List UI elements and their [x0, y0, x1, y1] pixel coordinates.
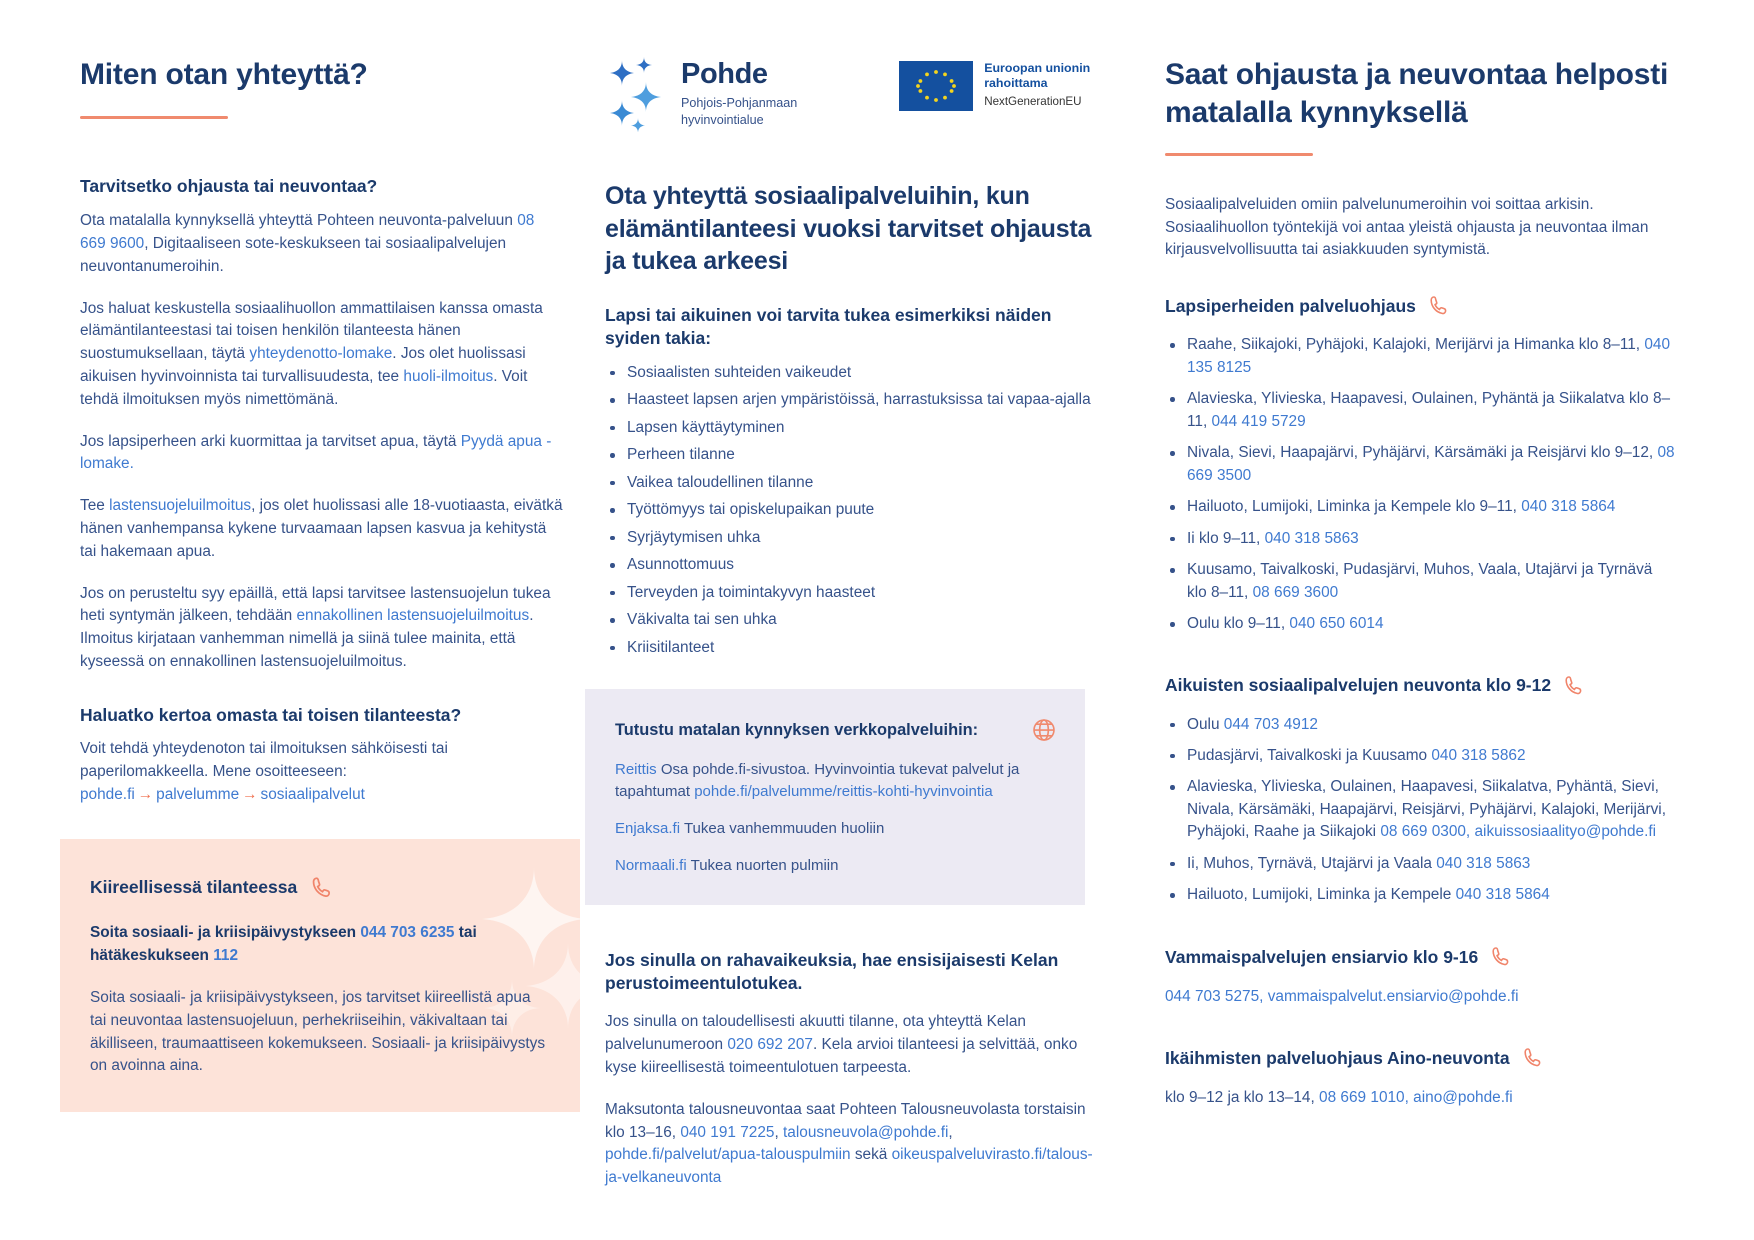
adults-heading-text: Aikuisten sosiaalipalvelujen neuvonta klo 9-12: [1165, 675, 1552, 696]
phone-number[interactable]: 040 318 5863: [1436, 854, 1531, 872]
p2-text-b: . Jos olet huolissasi aikuisen hyvinvoinnista tai turvallisuudesta, tee: [80, 345, 526, 385]
area-text: Oulu: [1187, 715, 1224, 733]
p1-text-b: , Digitaaliseen sote-keskukseen tai sosiaalipalvelujen neuvontanumeroihin.: [80, 234, 507, 275]
families-phone-list: [1165, 334, 1675, 635]
emergency-heading-row: [90, 875, 550, 901]
emergency-lead-a: Soita sosiaali- ja kriisipäivystykseen: [90, 923, 361, 941]
phone-number[interactable]: 040 650 6014: [1289, 615, 1384, 633]
eu-text-line3: NextGenerationEU: [984, 94, 1082, 108]
eu-logo-text: [984, 61, 1090, 109]
list-item: Vaikea taloudellinen tilanne: [605, 472, 1095, 494]
right-title-rule: [1165, 153, 1313, 156]
list-item: Lapsen käyttäytyminen: [605, 417, 1095, 439]
p4-text-a: Tee: [80, 497, 110, 515]
talousneuvola-email[interactable]: talousneuvola@pohde.fi: [783, 1123, 949, 1141]
right-column: [1135, 56, 1675, 1216]
p3-text-a: Jos lapsiperheen arki kuormittaa ja tarvitset apua, täytä: [80, 432, 461, 450]
kela-heading: Jos sinulla on rahavaikeuksia, hae ensisijaisesti Kelan perustoimeentulotukea.: [605, 950, 1059, 994]
ennakollinen-lastensuojeluilmoitus-link[interactable]: ennakollinen lastensuojeluilmoitus: [296, 607, 530, 625]
pohde-wordmark: Pohde: [681, 58, 768, 91]
normaali-desc: Tukea nuorten pulmiin: [686, 857, 839, 875]
area-text: Kuusamo, Taivalkoski, Pudasjärvi, Muhos, Vaala, Utajärvi ja Tyrnävä klo 8–11,: [1187, 561, 1653, 601]
list-item: [1165, 745, 1675, 767]
globe-icon: [1031, 717, 1057, 743]
list-item: Terveyden ja toimintakyvyn haasteet: [605, 582, 1095, 604]
pohde-sparkle-logo-icon: [605, 56, 667, 132]
list-item: [1165, 714, 1675, 736]
left-title-rule: [80, 116, 228, 119]
pyyda-apua-lomake-link[interactable]: Pyydä apua -lomake.: [80, 432, 552, 473]
left-page-title: Miten otan yhteyttä?: [80, 58, 368, 91]
reittis-desc: Osa pohde.fi-sivustoa. Hyvinvointia tukevat palvelut ja tapahtumat: [615, 761, 1020, 801]
velkaneuvonta-url[interactable]: oikeuspalveluvirasto.fi/talous-ja-velkaneuvonta: [605, 1146, 1093, 1187]
families-heading-text: Lapsiperheiden palveluohjaus: [1165, 295, 1416, 316]
elderly-hours: klo 9–12 ja klo 13–14,: [1165, 1089, 1320, 1106]
p4-text-b: , jos olet huolissasi alle 18-vuotiaasta, eivätkä hänen vanhempansa kykene turvaamaan lapsen kasvua ja kehitystä tai hakemaan apua.: [80, 497, 563, 560]
eu-stars: [899, 61, 973, 111]
list-item: [1165, 442, 1675, 487]
online-services-heading-text: Tutustu matalan kynnyksen verkkopalveluihin:: [615, 720, 979, 739]
emergency-lead: [90, 921, 550, 967]
online-service-enjaksa: [615, 818, 1057, 840]
p5-text-a: Jos on perusteltu syy epäillä, että lapsi tarvitsee lastensuojelun tukea heti syntymän jälkeen, tehdään: [80, 584, 551, 625]
area-text: Hailuoto, Lumijoki, Liminka ja Kempele: [1187, 886, 1456, 904]
kela-section: [605, 949, 1095, 1190]
list-item: [1165, 559, 1675, 604]
list-item: Syrjäytymisen uhka: [605, 527, 1095, 549]
kela-p1-b: . Kela arvioi tilanteesi ja selvittää, onko kyse kiireellisestä toimeentulotuen tarpeesta.: [605, 1036, 1078, 1076]
yhteydenotto-lomake-link[interactable]: yhteydenotto-lomake: [249, 345, 393, 363]
arrow-right-icon-2: →: [242, 786, 258, 804]
list-item: Perheen tilanne: [605, 444, 1095, 466]
phone-number[interactable]: 040 318 5862: [1431, 746, 1526, 764]
kela-paragraph-2: [605, 1099, 1095, 1190]
list-item: [1165, 528, 1675, 550]
area-text: Oulu klo 9–11,: [1187, 615, 1290, 633]
right-intro-paragraph: Sosiaalipalveluiden omiin palvelunumeroihin voi soittaa arkisin. Sosiaalihuollon työntekijä voi antaa yleistä ohjausta ja neuvontaa ilman kirjausvelvollisuutta tai asiakkuuden syntymistä.: [1165, 195, 1649, 259]
online-service-reittis: [615, 759, 1057, 803]
area-text: Raahe, Siikajoki, Pyhäjoki, Kalajoki, Merijärvi ja Himanka klo 8–11,: [1187, 336, 1645, 354]
eu-text-line1: Euroopan unionin: [984, 61, 1091, 75]
list-item: Työttömyys tai opiskelupaikan puute: [605, 499, 1095, 521]
emergency-lead-b: tai hätäkeskukseen: [90, 923, 477, 964]
kela-p2-a: Maksutonta talousneuvontaa saat Pohteen Talousneuvolasta torstaisin klo 13–16,: [605, 1100, 1086, 1141]
eu-text-line2: rahoittama: [984, 75, 1048, 90]
left-paragraph-5: [80, 583, 563, 674]
phone-number[interactable]: 044 703 4912: [1223, 715, 1318, 733]
elderly-heading-row: [1165, 1046, 1675, 1070]
emergency-heading-text: Kiireellisessä tilanteessa: [90, 877, 298, 898]
list-item: Sosiaalisten suhteiden vaikeudet: [605, 362, 1095, 384]
breadcrumb-pohde-fi[interactable]: pohde.fi: [80, 786, 135, 804]
left-paragraph-4: [80, 495, 563, 563]
left-paragraph-6: [80, 738, 563, 806]
pohde-subtitle-1: Pohjois-Pohjanmaan: [681, 96, 798, 111]
disability-heading-text: Vammaispalvelujen ensiarvio klo 9-16: [1165, 946, 1479, 967]
enjaksa-link[interactable]: Enjaksa.fi: [615, 820, 681, 838]
breadcrumb-palvelumme[interactable]: palvelumme: [156, 786, 240, 804]
list-item: [1165, 884, 1675, 906]
lastensuojeluilmoitus-link[interactable]: lastensuojeluilmoitus: [109, 497, 252, 515]
families-heading-row: [1165, 294, 1675, 318]
phone-handset-icon: [1521, 1046, 1545, 1070]
phone-handset-icon: [309, 875, 335, 901]
left-column: [80, 56, 605, 1216]
list-item: [1165, 388, 1675, 433]
kela-sep-1: ,: [774, 1123, 784, 1141]
kela-paragraph-1: [605, 1011, 1095, 1079]
area-text: Hailuoto, Lumijoki, Liminka ja Kempele klo 9–11,: [1187, 498, 1522, 516]
pohde-subtitle-2: hyvinvointialue: [681, 112, 764, 127]
middle-main-heading: Ota yhteyttä sosiaalipalveluihin, kun elämäntilanteesi vuoksi tarvitset ohjausta ja tukea arkeesi: [605, 182, 1092, 275]
left-section2-heading: Haluatko kertoa omasta tai toisen tilanteesta?: [80, 704, 462, 725]
disability-heading-row: [1165, 945, 1675, 969]
phone-number[interactable]: 08 669 3500: [1187, 444, 1675, 484]
p1-text-a: Ota matalalla kynnyksellä yhteyttä Pohteen neuvonta-palveluun: [80, 212, 518, 230]
phone-number[interactable]: 08 669 0300, aikuissosiaalityo@pohde.fi: [1380, 823, 1657, 841]
emergency-card: [60, 839, 580, 1112]
list-item: [1165, 776, 1675, 843]
area-text: Pudasjärvi, Taivalkoski ja Kuusamo: [1187, 746, 1432, 764]
list-item: Haasteet lapsen arjen ympäristöissä, harrastuksissa tai vapaa-ajalla: [605, 389, 1095, 411]
pohde-logo: [605, 56, 797, 132]
elderly-contact[interactable]: 08 669 1010, aino@pohde.fi: [1319, 1089, 1513, 1106]
adults-phone-list: [1165, 714, 1675, 907]
neuvontapalvelu-phone[interactable]: 08 669 9600: [80, 212, 535, 252]
huoli-ilmoitus-link[interactable]: huoli-ilmoitus: [403, 367, 494, 385]
reasons-list-heading: Lapsi tai aikuinen voi tarvita tukea esimerkiksi näiden syiden takia:: [605, 304, 1052, 348]
list-item: [1165, 853, 1675, 875]
talousneuvola-phone[interactable]: 040 191 7225: [680, 1123, 775, 1141]
talouspulmiin-url[interactable]: pohde.fi/palvelut/apua-talouspulmiin: [605, 1146, 851, 1164]
phone-number[interactable]: 08 669 3600: [1252, 583, 1339, 601]
reittis-url[interactable]: pohde.fi/palvelumme/reittis-kohti-hyvinvointia: [694, 783, 993, 801]
left-paragraph-3: [80, 431, 563, 477]
normaali-link[interactable]: Normaali.fi: [615, 857, 687, 875]
left-paragraph-2: [80, 298, 563, 412]
online-services-card: [585, 689, 1085, 905]
area-text: Alavieska, Ylivieska, Haapavesi, Oulainen, Pyhäntä ja Siikalatva klo 8–11,: [1187, 390, 1671, 430]
eu-flag-icon: [899, 61, 973, 111]
elderly-contact-line: [1165, 1086, 1675, 1109]
reasons-list: [605, 362, 1095, 659]
list-item: Asunnottomuus: [605, 554, 1095, 576]
list-item: Kriisitilanteet: [605, 637, 1095, 659]
kela-p2-b: sekä: [850, 1146, 892, 1164]
area-text: Ii klo 9–11,: [1187, 529, 1265, 547]
middle-column: [605, 56, 1135, 1216]
area-text: Nivala, Sievi, Haapajärvi, Pyhäjärvi, Kärsämäki ja Reisjärvi klo 9–12,: [1187, 444, 1658, 462]
kela-sep-2: ,: [948, 1123, 953, 1141]
list-item: [1165, 334, 1675, 379]
enjaksa-desc: Tukea vanhemmuuden huoliin: [680, 820, 885, 838]
area-text: Alavieska, Ylivieska, Oulainen, Haapavesi, Siikalatva, Pyhäntä, Sievi, Nivala, Kärsämäki, Haapajärvi, Reisjärvi, Pyhäjärvi, Kalajoki, Merijärvi, Pyhäjoki, Raahe ja Siikajoki: [1187, 778, 1666, 841]
list-item: Väkivalta tai sen uhka: [605, 609, 1095, 631]
p2-text-c: . Voit tehdä ilmoituksen myös nimettömänä.: [80, 367, 528, 408]
reittis-link[interactable]: Reittis: [615, 761, 657, 779]
elderly-heading-text: Ikäihmisten palveluohjaus Aino-neuvonta: [1165, 1047, 1510, 1068]
p2-text-a: Jos haluat keskustella sosiaalihuollon ammattilaisen kanssa omasta elämäntilanteestasi tai toisen henkilön tilanteesta hänen suostumuksellaan, täytä: [80, 299, 543, 363]
kela-phone[interactable]: 020 692 207: [727, 1036, 813, 1054]
phone-handset-icon: [1427, 294, 1451, 318]
right-page-title: Saat ohjausta ja neuvontaa helposti matalalla kynnyksellä: [1165, 58, 1669, 130]
phone-number[interactable]: 040 318 5864: [1455, 886, 1550, 904]
phone-number[interactable]: 044 419 5729: [1211, 412, 1306, 430]
left-paragraph-1: [80, 210, 563, 278]
eu-funding-logo: [899, 61, 1090, 111]
p6-text-a: Voit tehdä yhteydenoton tai ilmoituksen sähköisesti tai paperilomakkeella. Mene osoitteeseen:: [80, 740, 448, 781]
pohde-logo-text: [681, 60, 797, 127]
phone-handset-icon: [1562, 674, 1586, 698]
online-service-normaali: [615, 855, 1057, 877]
disability-contact-line[interactable]: 044 703 5275, vammaispalvelut.ensiarvio@pohde.fi: [1165, 987, 1519, 1005]
arrow-right-icon: →: [137, 786, 154, 804]
logo-row: [605, 56, 1095, 134]
breadcrumb-sosiaalipalvelut[interactable]: sosiaalipalvelut: [260, 786, 365, 804]
emergency-body: Soita sosiaali- ja kriisipäivystykseen, jos tarvitset kiireellistä apua tai neuvontaa lastensuojeluun, perhekriiseihin, väkivaltaan tai äkilliseen, traumaattiseen kokemukseen. Sosiaali- ja kriisipäivystys on avoinna aina.: [90, 989, 546, 1075]
left-section1-heading: Tarvitsetko ohjausta tai neuvontaa?: [80, 176, 378, 197]
list-item: [1165, 613, 1675, 635]
area-text: Ii, Muhos, Tyrnävä, Utajärvi ja Vaala: [1187, 854, 1437, 872]
phone-number[interactable]: 040 318 5864: [1521, 498, 1616, 516]
adults-heading-row: [1165, 674, 1675, 698]
online-services-heading-row: [615, 717, 1057, 743]
phone-number[interactable]: 040 135 8125: [1187, 336, 1671, 376]
list-item: [1165, 496, 1675, 518]
p5-text-b: . Ilmoitus kirjataan vanhemman nimellä ja siinä tulee mainita, että kyseessä on ennakollinen lastensuojeluilmoitus.: [80, 607, 534, 670]
crisis-phone-number[interactable]: 044 703 6235: [360, 923, 455, 941]
phone-number[interactable]: 040 318 5863: [1264, 529, 1359, 547]
emergency-112-number[interactable]: 112: [213, 946, 239, 964]
kela-p1-a: Jos sinulla on taloudellisesti akuutti tilanne, ota yhteyttä Kelan palvelunumeroon: [605, 1013, 1026, 1054]
phone-handset-icon: [1489, 945, 1513, 969]
